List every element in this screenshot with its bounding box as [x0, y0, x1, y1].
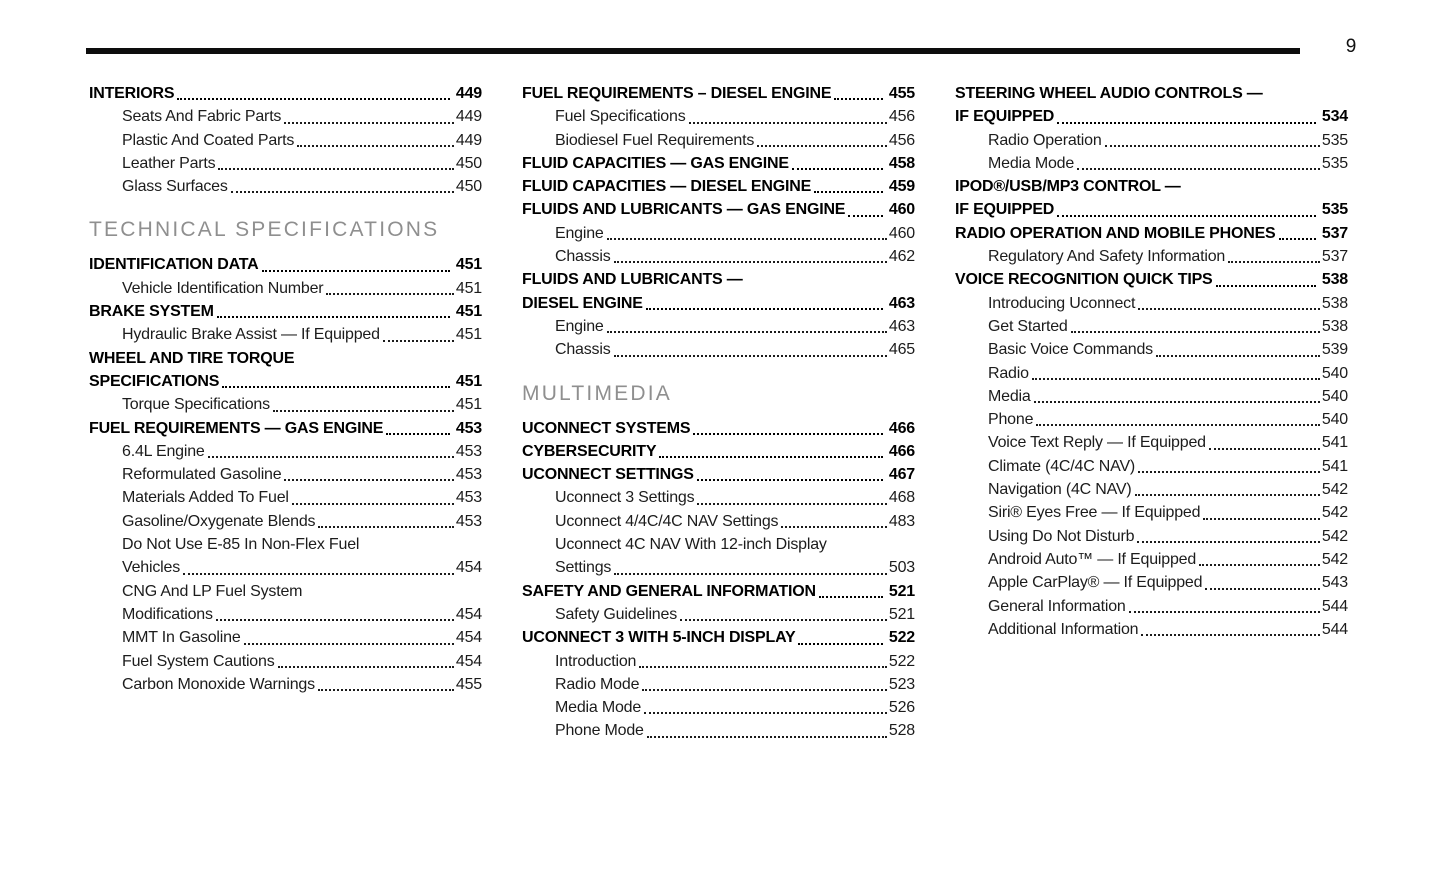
entry-page-number: 451: [455, 326, 482, 344]
entry-page-number: 454: [455, 605, 482, 623]
dotted-leader: [1138, 471, 1320, 473]
entry-page-number: 521: [888, 582, 915, 600]
entry-label: IF EQUIPPED: [955, 108, 1055, 126]
dotted-leader: [659, 456, 883, 458]
toc-sub-entry: [89, 277, 482, 300]
entry-label: STEERING WHEEL AUDIO CONTROLS —: [955, 85, 1263, 102]
dotted-leader: [278, 666, 454, 668]
entry-page-number: 466: [888, 419, 915, 437]
entry-page-number: 542: [1321, 550, 1348, 568]
dotted-leader: [1199, 564, 1320, 566]
entry-page-number: 542: [1321, 481, 1348, 499]
dotted-leader: [216, 619, 454, 621]
entry-label: Siri® Eyes Free — If Equipped: [988, 504, 1201, 522]
dotted-leader: [814, 191, 883, 193]
toc-sub-entry: [522, 603, 915, 626]
dotted-leader: [218, 168, 453, 170]
entry-page-number: 449: [455, 108, 482, 126]
toc-sub-entry: [89, 463, 482, 486]
entry-page-number: 541: [1321, 434, 1348, 452]
toc-sub-entry: [89, 673, 482, 696]
toc-chapter-entry: [89, 300, 482, 323]
entry-label: RADIO OPERATION AND MOBILE PHONES: [955, 224, 1276, 242]
entry-label: Get Started: [988, 317, 1068, 335]
entry-page-number: 451: [455, 279, 482, 297]
entry-page-number: 522: [888, 629, 915, 647]
dotted-leader: [183, 573, 454, 575]
entry-page-number: 523: [888, 675, 915, 693]
entry-page-number: 456: [888, 108, 915, 126]
toc-sub-entry: [955, 455, 1348, 478]
entry-page-number: 537: [1321, 248, 1348, 266]
toc-sub-entry: [89, 486, 482, 509]
dotted-leader: [642, 689, 887, 691]
dotted-leader: [697, 503, 886, 505]
dotted-leader: [1205, 588, 1320, 590]
entry-label: Plastic And Coated Parts: [122, 131, 295, 149]
entry-label: FUEL REQUIREMENTS — GAS ENGINE: [89, 419, 384, 437]
entry-page-number: 453: [455, 489, 482, 507]
dotted-leader: [217, 316, 450, 318]
entry-page-number: 534: [1321, 108, 1348, 126]
entry-page-number: 450: [455, 154, 482, 172]
entry-label: IDENTIFICATION DATA: [89, 256, 259, 274]
entry-page-number: 453: [455, 512, 482, 530]
toc-sub-entry: [955, 245, 1348, 268]
entry-page-number: 537: [1321, 224, 1348, 242]
entry-label: Uconnect 4C NAV With 12-inch Display: [555, 536, 827, 554]
entry-label: Modifications: [122, 605, 213, 623]
section-header: TECHNICAL SPECIFICATIONS: [89, 218, 440, 242]
dotted-leader: [1203, 518, 1320, 520]
dotted-leader: [848, 215, 883, 217]
entry-label: Fuel Specifications: [555, 108, 686, 126]
entry-page-number: 460: [888, 201, 915, 219]
toc-chapter-entry: [89, 253, 482, 276]
dotted-leader: [292, 503, 454, 505]
entry-label: Radio Mode: [555, 675, 640, 693]
dotted-leader: [1141, 634, 1320, 636]
dotted-leader: [326, 293, 453, 295]
entry-label: Regulatory And Safety Information: [988, 248, 1226, 266]
toc-sub-entry: [522, 533, 915, 556]
entry-label: Basic Voice Commands: [988, 341, 1153, 359]
toc-sub-entry: [89, 323, 482, 346]
toc-sub-entry: [522, 222, 915, 245]
entry-page-number: 462: [888, 248, 915, 266]
toc-chapter-entry: [89, 347, 482, 370]
dotted-leader: [1057, 215, 1316, 217]
entry-page-number: 467: [888, 466, 915, 484]
dotted-leader: [208, 456, 454, 458]
dotted-leader: [1156, 355, 1320, 357]
entry-label: Radio Operation: [988, 131, 1102, 149]
dotted-leader: [1228, 261, 1320, 263]
entry-page-number: 538: [1321, 317, 1348, 335]
toc-sub-entry: [89, 175, 482, 198]
toc-chapter-entry: [522, 463, 915, 486]
toc-sub-entry: [89, 393, 482, 416]
entry-label: CYBERSECURITY: [522, 442, 657, 460]
entry-label: Safety Guidelines: [555, 605, 678, 623]
dotted-leader: [819, 596, 883, 598]
entry-label: Navigation (4C NAV): [988, 481, 1132, 499]
dotted-leader: [1129, 611, 1320, 613]
entry-label: Materials Added To Fuel: [122, 489, 289, 507]
entry-label: Phone: [988, 411, 1034, 429]
entry-page-number: 455: [455, 675, 482, 693]
dotted-leader: [1057, 122, 1316, 124]
entry-page-number: 528: [888, 722, 915, 740]
entry-page-number: 465: [888, 341, 915, 359]
toc-chapter-entry: [955, 175, 1348, 198]
section-header: MULTIMEDIA: [522, 381, 672, 405]
toc-chapter-entry: [522, 626, 915, 649]
entry-page-number: 503: [888, 559, 915, 577]
entry-page-number: 521: [888, 605, 915, 623]
entry-page-number: 535: [1321, 131, 1348, 149]
toc-chapter-entry: [955, 222, 1348, 245]
toc-sub-entry: [955, 548, 1348, 571]
toc-sub-entry: [89, 510, 482, 533]
toc-chapter-entry: [955, 105, 1348, 128]
toc-chapter-entry: [522, 580, 915, 603]
toc-sub-entry: [955, 595, 1348, 618]
toc-chapter-entry: [522, 440, 915, 463]
dotted-leader: [792, 168, 883, 170]
entry-label: UCONNECT SYSTEMS: [522, 419, 691, 437]
entry-label: UCONNECT SETTINGS: [522, 466, 694, 484]
toc-sub-entry: [522, 650, 915, 673]
toc-sub-entry: [522, 673, 915, 696]
toc-sub-entry: [89, 105, 482, 128]
entry-label: UCONNECT 3 WITH 5-INCH DISPLAY: [522, 629, 796, 647]
toc-sub-entry: [955, 501, 1348, 524]
dotted-leader: [834, 98, 883, 100]
entry-label: Engine: [555, 317, 604, 335]
dotted-leader: [284, 479, 453, 481]
toc-sub-entry: [89, 603, 482, 626]
dotted-leader: [262, 270, 450, 272]
entry-label: Using Do Not Disturb: [988, 527, 1135, 545]
dotted-leader: [644, 712, 887, 714]
toc-sub-entry: [89, 580, 482, 603]
entry-label: WHEEL AND TIRE TORQUE: [89, 349, 295, 367]
entry-label: 6.4L Engine: [122, 442, 205, 460]
entry-page-number: 453: [455, 419, 482, 437]
dotted-leader: [697, 479, 883, 481]
entry-label: Biodiesel Fuel Requirements: [555, 131, 755, 149]
entry-page-number: 453: [455, 442, 482, 460]
toc-sub-entry: [89, 129, 482, 152]
entry-page-number: 454: [455, 629, 482, 647]
entry-label: Reformulated Gasoline: [122, 466, 282, 484]
entry-page-number: 455: [888, 85, 915, 102]
dotted-leader: [689, 122, 887, 124]
dotted-leader: [1138, 308, 1320, 310]
dotted-leader: [693, 433, 883, 435]
dotted-leader: [386, 433, 450, 435]
entry-label: SAFETY AND GENERAL INFORMATION: [522, 582, 816, 600]
toc-columns: [89, 82, 1348, 743]
entry-label: Media Mode: [988, 154, 1075, 172]
entry-label: IF EQUIPPED: [955, 201, 1055, 219]
dotted-leader: [607, 238, 887, 240]
dotted-leader: [798, 643, 882, 645]
dotted-leader: [222, 386, 450, 388]
entry-label: Media: [988, 387, 1031, 405]
dotted-leader: [614, 261, 887, 263]
entry-page-number: 460: [888, 224, 915, 242]
dotted-leader: [231, 191, 454, 193]
toc-chapter-entry: [955, 268, 1348, 291]
dotted-leader: [1135, 494, 1320, 496]
toc-chapter-entry: [89, 82, 482, 105]
entry-page-number: 454: [455, 559, 482, 577]
header-rule: [86, 48, 1300, 54]
toc-chapter-entry: [955, 82, 1348, 105]
toc-sub-entry: [89, 556, 482, 579]
entry-label: INTERIORS: [89, 85, 175, 102]
entry-label: Apple CarPlay® — If Equipped: [988, 574, 1203, 592]
entry-page-number: 449: [455, 131, 482, 149]
toc-chapter-entry: [955, 198, 1348, 221]
entry-page-number: 540: [1321, 387, 1348, 405]
toc-chapter-entry: [522, 175, 915, 198]
toc-column-1: [89, 82, 482, 743]
toc-sub-entry: [89, 626, 482, 649]
entry-label: Gasoline/Oxygenate Blends: [122, 512, 316, 530]
dotted-leader: [647, 736, 887, 738]
dotted-leader: [177, 98, 450, 100]
toc-sub-entry: [522, 105, 915, 128]
entry-label: FLUID CAPACITIES — DIESEL ENGINE: [522, 178, 812, 196]
toc-column-2: [522, 82, 915, 743]
toc-sub-entry: [955, 431, 1348, 454]
entry-label: Engine: [555, 224, 604, 242]
entry-label: Uconnect 3 Settings: [555, 489, 695, 507]
entry-label: Radio: [988, 364, 1029, 382]
entry-page-number: 451: [455, 303, 482, 321]
dotted-leader: [297, 145, 454, 147]
entry-label: Voice Text Reply — If Equipped: [988, 434, 1206, 452]
toc-chapter-entry: [522, 417, 915, 440]
entry-page-number: 451: [455, 256, 482, 274]
entry-label: Media Mode: [555, 699, 642, 717]
entry-page-number: 450: [455, 178, 482, 196]
entry-label: FLUIDS AND LUBRICANTS —: [522, 271, 743, 289]
entry-label: Uconnect 4/4C/4C NAV Settings: [555, 512, 779, 530]
entry-page-number: 542: [1321, 527, 1348, 545]
entry-label: Additional Information: [988, 620, 1139, 638]
entry-label: MMT In Gasoline: [122, 629, 241, 647]
entry-page-number: 466: [888, 442, 915, 460]
toc-sub-entry: [955, 362, 1348, 385]
entry-page-number: 540: [1321, 364, 1348, 382]
dotted-leader: [1071, 331, 1320, 333]
dotted-leader: [1036, 424, 1320, 426]
entry-label: Seats And Fabric Parts: [122, 108, 282, 126]
toc-sub-entry: [955, 385, 1348, 408]
entry-label: Do Not Use E-85 In Non-Flex Fuel: [122, 536, 360, 554]
toc-sub-entry: [522, 696, 915, 719]
entry-page-number: 449: [455, 85, 482, 102]
entry-label: Settings: [555, 559, 612, 577]
toc-chapter-entry: [522, 82, 915, 105]
entry-page-number: 456: [888, 131, 915, 149]
dotted-leader: [646, 308, 883, 310]
dotted-leader: [1209, 448, 1320, 450]
toc-chapter-entry: [89, 417, 482, 440]
entry-label: Chassis: [555, 248, 611, 266]
entry-page-number: 468: [888, 489, 915, 507]
entry-page-number: 544: [1321, 597, 1348, 615]
toc-chapter-entry: [89, 370, 482, 393]
entry-page-number: 463: [888, 294, 915, 312]
dotted-leader: [383, 340, 454, 342]
entry-label: Chassis: [555, 341, 611, 359]
entry-page-number: 451: [455, 372, 482, 390]
entry-label: IPOD®/USB/MP3 CONTROL —: [955, 178, 1181, 196]
toc-sub-entry: [955, 292, 1348, 315]
entry-page-number: 538: [1321, 294, 1348, 312]
entry-label: Fuel System Cautions: [122, 652, 275, 670]
toc-sub-entry: [955, 571, 1348, 594]
entry-page-number: 535: [1321, 154, 1348, 172]
dotted-leader: [680, 619, 887, 621]
toc-sub-entry: [955, 152, 1348, 175]
entry-page-number: 541: [1321, 457, 1348, 475]
entry-page-number: 458: [888, 154, 915, 172]
entry-label: FLUID CAPACITIES — GAS ENGINE: [522, 154, 789, 172]
entry-page-number: 542: [1321, 504, 1348, 522]
entry-label: VOICE RECOGNITION QUICK TIPS: [955, 271, 1213, 289]
entry-label: Climate (4C/4C NAV): [988, 457, 1136, 475]
toc-sub-entry: [522, 719, 915, 742]
entry-page-number: 526: [888, 699, 915, 717]
entry-page-number: 522: [888, 652, 915, 670]
entry-page-number: 454: [455, 652, 482, 670]
toc-sub-entry: [89, 440, 482, 463]
entry-label: Introduction: [555, 652, 637, 670]
entry-page-number: 544: [1321, 620, 1348, 638]
entry-page-number: 453: [455, 466, 482, 484]
entry-label: Leather Parts: [122, 154, 216, 172]
entry-label: FUEL REQUIREMENTS – DIESEL ENGINE: [522, 85, 832, 102]
toc-chapter-entry: [522, 268, 915, 291]
entry-page-number: 483: [888, 512, 915, 530]
dotted-leader: [614, 573, 887, 575]
dotted-leader: [1032, 378, 1320, 380]
dotted-leader: [781, 526, 887, 528]
dotted-leader: [273, 410, 454, 412]
toc-chapter-entry: [522, 292, 915, 315]
entry-label: Android Auto™ — If Equipped: [988, 550, 1197, 568]
entry-label: Hydraulic Brake Assist — If Equipped: [122, 326, 380, 344]
dotted-leader: [639, 666, 887, 668]
entry-label: Torque Specifications: [122, 396, 270, 414]
toc-sub-entry: [955, 315, 1348, 338]
entry-label: Introducing Uconnect: [988, 294, 1136, 312]
dotted-leader: [1034, 401, 1320, 403]
entry-label: Vehicles: [122, 559, 180, 577]
toc-sub-entry: [955, 408, 1348, 431]
dotted-leader: [244, 643, 454, 645]
toc-sub-entry: [955, 618, 1348, 641]
dotted-leader: [318, 526, 454, 528]
toc-sub-entry: [955, 129, 1348, 152]
dotted-leader: [607, 331, 887, 333]
toc-column-3: [955, 82, 1348, 743]
entry-page-number: 535: [1321, 201, 1348, 219]
entry-label: Vehicle Identification Number: [122, 279, 324, 297]
toc-sub-entry: [522, 315, 915, 338]
entry-page-number: 540: [1321, 411, 1348, 429]
entry-page-number: 538: [1321, 271, 1348, 289]
toc-sub-entry: [955, 338, 1348, 361]
toc-sub-entry: [89, 533, 482, 556]
dotted-leader: [757, 145, 887, 147]
dotted-leader: [1105, 145, 1320, 147]
entry-label: SPECIFICATIONS: [89, 372, 220, 390]
entry-page-number: 543: [1321, 574, 1348, 592]
toc-sub-entry: [522, 245, 915, 268]
dotted-leader: [284, 122, 454, 124]
page-number: 9: [1345, 36, 1357, 57]
dotted-leader: [318, 689, 454, 691]
dotted-leader: [614, 355, 887, 357]
toc-sub-entry: [522, 486, 915, 509]
entry-label: CNG And LP Fuel System: [122, 582, 303, 600]
entry-label: BRAKE SYSTEM: [89, 303, 214, 321]
entry-label: FLUIDS AND LUBRICANTS — GAS ENGINE: [522, 201, 846, 219]
dotted-leader: [1077, 168, 1320, 170]
toc-sub-entry: [522, 129, 915, 152]
dotted-leader: [1279, 238, 1316, 240]
entry-page-number: 539: [1321, 341, 1348, 359]
toc-sub-entry: [89, 650, 482, 673]
entry-page-number: 463: [888, 317, 915, 335]
entry-label: Carbon Monoxide Warnings: [122, 675, 315, 693]
toc-sub-entry: [955, 525, 1348, 548]
dotted-leader: [1137, 541, 1320, 543]
entry-label: General Information: [988, 597, 1126, 615]
toc-sub-entry: [89, 152, 482, 175]
toc-sub-entry: [522, 338, 915, 361]
toc-chapter-entry: [522, 152, 915, 175]
entry-label: Glass Surfaces: [122, 178, 228, 196]
toc-chapter-entry: [522, 198, 915, 221]
dotted-leader: [1216, 285, 1316, 287]
entry-label: DIESEL ENGINE: [522, 294, 643, 312]
toc-sub-entry: [522, 510, 915, 533]
entry-label: Phone Mode: [555, 722, 644, 740]
toc-sub-entry: [955, 478, 1348, 501]
entry-page-number: 459: [888, 178, 915, 196]
entry-page-number: 451: [455, 396, 482, 414]
toc-sub-entry: [522, 556, 915, 579]
